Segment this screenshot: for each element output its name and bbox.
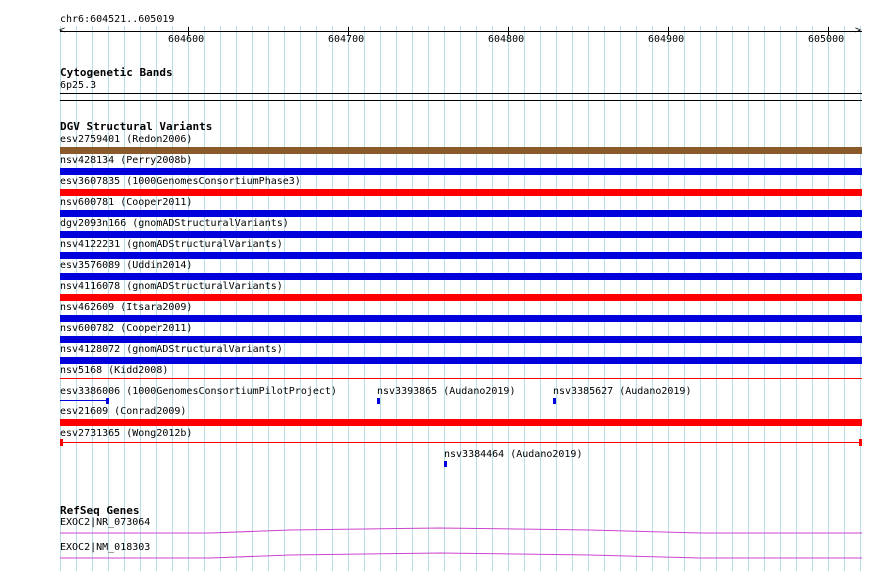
variant-label: nsv600782 (Cooper2011) [60,323,193,334]
refseq-track-title: RefSeq Genes [60,504,140,517]
ruler-tick-label: 604600 [168,34,205,45]
variant-label: esv2731365 (Wong2012b) [60,428,193,439]
variant-label: nsv4128072 (gnomADStructuralVariants) [60,344,283,355]
variant-label: nsv4116078 (gnomADStructuralVariants) [60,281,283,292]
variant-label: esv3576089 (Uddin2014) [60,260,193,271]
gene-label: EXOC2|NM_018303 [60,542,151,553]
variant-label: nsv600781 (Cooper2011) [60,197,193,208]
cytoband-label: 6p25.3 [60,80,97,91]
ruler-tick-label: 605000 [808,34,845,45]
variant-label: nsv3384464 (Audano2019) [444,449,583,460]
location-label: chr6:604521..605019 [60,14,175,25]
gene-model-nm-018303 [60,553,862,558]
ruler-left-arrow-icon: < [59,25,66,36]
variant-label: nsv4122231 (gnomADStructuralVariants) [60,239,283,250]
variant-label: nsv5168 (Kidd2008) [60,365,169,376]
variant-label: esv21609 (Conrad2009) [60,406,187,417]
cytobands-track-title: Cytogenetic Bands [60,66,173,79]
variant-label: esv3386006 (1000GenomesConsortiumPilotProject) [60,386,337,397]
dgv-track-title: DGV Structural Variants [60,120,213,133]
variant-label: esv2759401 (Redon2006) [60,134,193,145]
ruler-right-arrow-icon: > [855,25,862,36]
variant-label: nsv428134 (Perry2008b) [60,155,193,166]
variant-label: nsv3385627 (Audano2019) [553,386,692,397]
ruler-tick-label: 604800 [488,34,525,45]
variant-label: dgv2093n166 (gnomADStructuralVariants) [60,218,289,229]
ruler-tick-label: 604700 [328,34,365,45]
variant-label: nsv462609 (Itsara2009) [60,302,193,313]
ruler-tick-label: 604900 [648,34,685,45]
variant-label: nsv3393865 (Audano2019) [377,386,516,397]
gene-model-nr-073064 [60,528,862,533]
gene-label: EXOC2|NR_073064 [60,517,151,528]
variant-label: esv3607835 (1000GenomesConsortiumPhase3) [60,176,301,187]
